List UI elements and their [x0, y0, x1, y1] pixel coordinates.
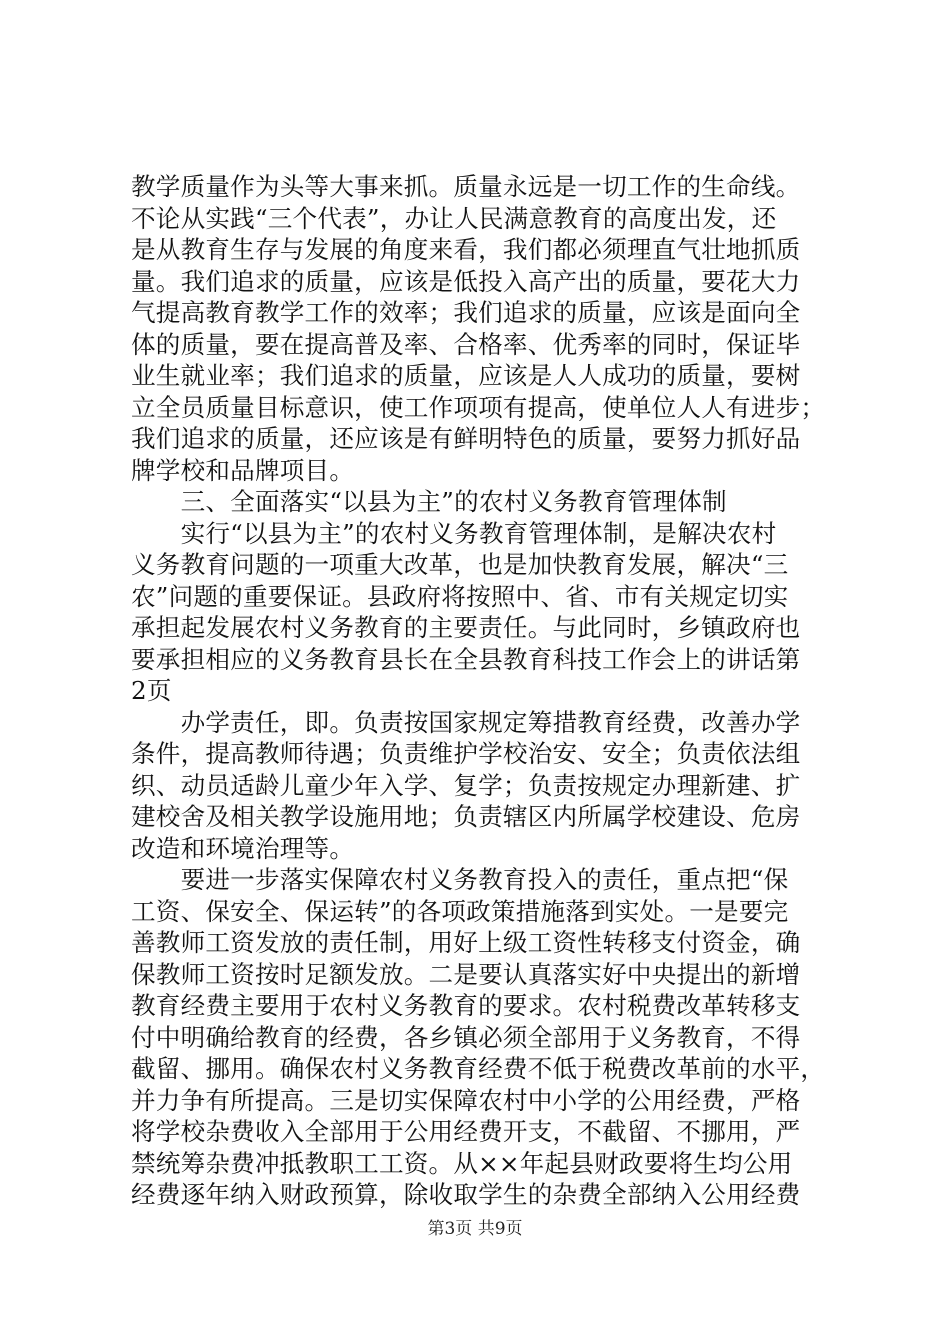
text-line: 善教师工资发放的责任制，用好上级工资性转移支付资金，确 [131, 928, 801, 957]
page-footer [0, 1217, 950, 1241]
text-line: 要承担相应的义务教育县长在全县教育科技工作会上的讲话第 [131, 644, 801, 674]
text-line: 禁统筹杂费冲抵教职工工资。从××年起县财政要将生均公用 [131, 1148, 793, 1178]
page-number-label: 第3页 共9页 [427, 1219, 523, 1239]
text-line: 付中明确给教育的经费，各乡镇必须全部用于义务教育，不得 [131, 1022, 801, 1052]
text-line: 要进一步落实保障农村义务教育投入的责任，重点把“保 [131, 865, 789, 894]
text-line: 实行“以县为主”的农村义务教育管理体制，是解决农村 [131, 518, 777, 548]
text-line: 体的质量，要在提高普及率、合格率、优秀率的同时，保证毕 [131, 329, 801, 359]
text-line: 牌学校和品牌项目。 [131, 455, 355, 485]
text-line: 量。我们追求的质量，应该是低投入高产出的质量，要花大力 [131, 266, 801, 296]
text-line: 是从教育生存与发展的角度来看，我们都必须理直气壮地抓质 [131, 235, 801, 264]
text-line: 教育经费主要用于农村义务教育的要求。农村税费改革转移支 [131, 991, 801, 1020]
text-line: 织、动员适龄儿童少年入学、复学；负责按规定办理新建、扩 [131, 770, 801, 800]
text-line: 经费逐年纳入财政预算，除收取学生的杂费全部纳入公用经费 [131, 1180, 801, 1209]
body-text [131, 171, 831, 1211]
text-line: 义务教育问题的一项重大改革，也是加快教育发展，解决“三 [131, 550, 789, 579]
text-line: 农”问题的重要保证。县政府将按照中、省、市有关规定切实 [131, 581, 789, 611]
text-line: 业生就业率；我们追求的质量，应该是人人成功的质量，要树 [131, 361, 801, 390]
text-line: 办学责任，即。负责按国家规定筹措教育经费，改善办学 [131, 707, 801, 737]
text-line: 2页 [131, 676, 172, 705]
text-line: 教学质量作为头等大事来抓。质量永远是一切工作的生命线。 [131, 172, 801, 201]
text-line: 保教师工资按时足额发放。二是要认真落实好中央提出的新增 [131, 959, 801, 989]
text-line: 我们追求的质量，还应该是有鲜明特色的质量，要努力抓好品 [131, 424, 801, 453]
text-line: 建校舍及相关教学设施用地；负责辖区内所属学校建设、危房 [131, 802, 801, 831]
text-line: 气提高教育教学工作的效率；我们追求的质量，应该是面向全 [131, 298, 801, 327]
text-line: 工资、保安全、保运转”的各项政策措施落到实处。一是要完 [131, 896, 789, 926]
text-line: 条件，提高教师待遇；负责维护学校治安、安全；负责依法组 [131, 739, 801, 768]
text-line: 并力争有所提高。三是切实保障农村中小学的公用经费，严格 [131, 1085, 801, 1115]
text-line: 将学校杂费收入全部用于公用经费开支，不截留、不挪用，严 [131, 1117, 801, 1146]
text-line: 不论从实践“三个代表”，办让人民满意教育的高度出发，还 [131, 203, 777, 233]
section-heading: 三、全面落实“以县为主”的农村义务教育管理体制 [131, 487, 727, 516]
text-line: 立全员质量目标意识，使工作项项有提高，使单位人人有进步； [131, 392, 826, 422]
text-line: 改造和环境治理等。 [131, 833, 355, 863]
text-line: 承担起发展农村义务教育的主要责任。与此同时，乡镇政府也 [131, 613, 801, 642]
text-line: 截留、挪用。确保农村义务教育经费不低于税费改革前的水平， [131, 1054, 826, 1083]
